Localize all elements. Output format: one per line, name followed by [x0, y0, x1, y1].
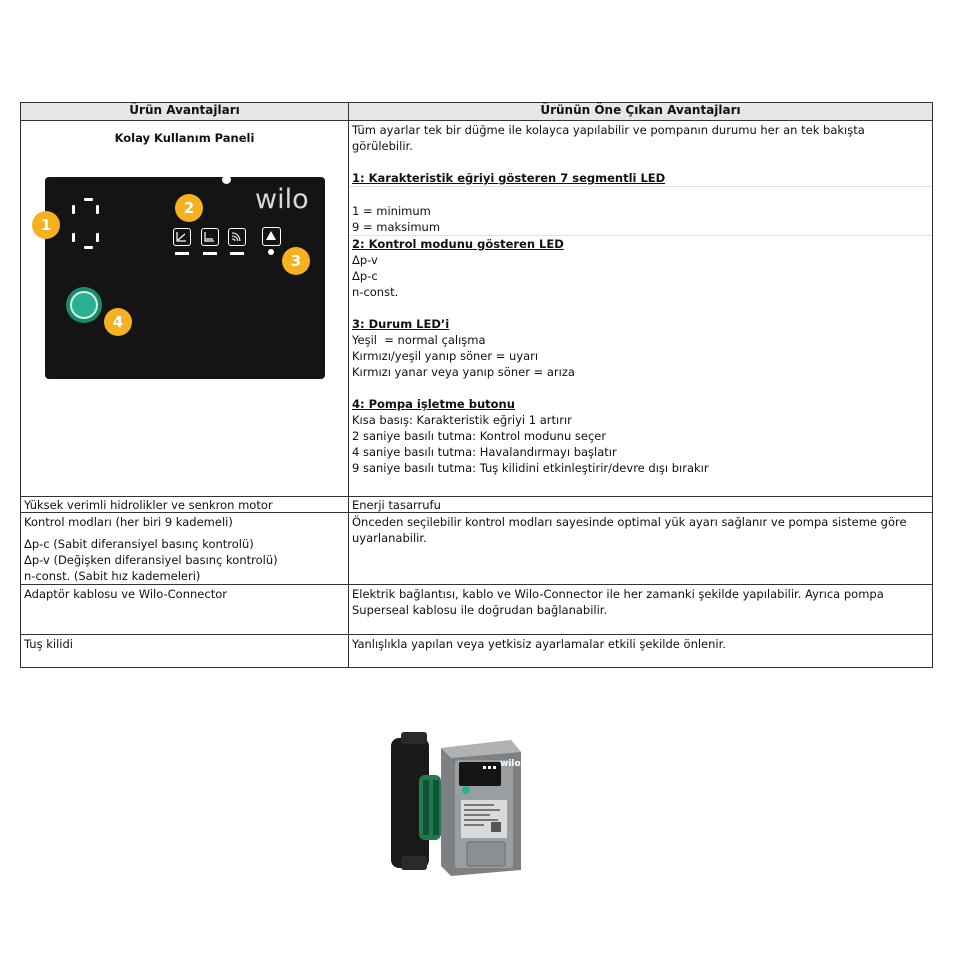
header-product-advantages: Ürün Avantajları — [21, 103, 349, 120]
table-row — [21, 584, 932, 634]
row-label-cell — [21, 513, 349, 584]
const-speed-icon — [228, 228, 246, 246]
status-led — [268, 249, 274, 255]
row-label: n-const. (Sabit hız kademeleri) — [24, 569, 201, 583]
curve-dp-c-icon — [201, 228, 219, 246]
section2-line: n-const. — [352, 285, 399, 299]
panel-notch — [222, 175, 231, 184]
row-label: Δp-v (Değişken diferansiyel basınç kontrolü) — [24, 553, 278, 567]
row-label: Kontrol modları (her biri 9 kademeli) — [24, 515, 233, 529]
seven-segment-display — [72, 233, 75, 242]
curve-dp-v-icon — [173, 228, 191, 246]
seven-segment-display — [72, 205, 75, 214]
pump-product-image — [383, 730, 525, 878]
intro-text: Tüm ayarlar tek bir düğme ile kolayca yapılabilir ve pompanın durumu her an tek bakışta görülebilir. — [352, 123, 865, 153]
seven-segment-display — [96, 233, 99, 242]
section3-line: Yeşil = normal çalışma — [352, 333, 486, 347]
callout-badge-3: 3 — [282, 247, 310, 275]
mode-led — [230, 252, 244, 255]
row-value: Yanlışlıkla yapılan veya yetkisiz ayarlamalar etkili şekilde önlenir. — [352, 637, 726, 651]
section3-line: Kırmızı yanar veya yanıp söner = arıza — [352, 365, 575, 379]
section1-line: 1 = minimum — [352, 204, 431, 218]
button-face — [70, 291, 98, 319]
header-highlighted-advantages: Ürünün Öne Çıkan Avantajları — [540, 103, 741, 117]
seven-segment-display — [84, 198, 93, 201]
section1-line: 9 = maksimum — [352, 220, 441, 234]
pump-operation-button[interactable] — [66, 287, 102, 323]
section4-title: 4: Pompa işletme butonu — [352, 397, 515, 411]
table-row — [21, 496, 932, 512]
mode-led — [203, 252, 217, 255]
row-value: Elektrik bağlantısı, kablo ve Wilo-Connector ile her zamanki şekilde yapılabilir. Ayrıca pompa Superseal kablosu ile doğrudan bağlanabilir. — [352, 587, 884, 617]
section2-line: Δp-c — [352, 269, 378, 283]
row-label: Δp-c (Sabit diferansiyel basınç kontrolü) — [24, 537, 254, 551]
seven-segment-display — [96, 205, 99, 214]
triangle-up-icon — [262, 227, 281, 246]
pump-brand-text: wilo — [500, 759, 521, 769]
section3-line: Kırmızı/yeşil yanıp söner = uyarı — [352, 349, 539, 363]
section4-line: 2 saniye basılı tutma: Kontrol modunu seçer — [352, 429, 607, 443]
section2-title: 2: Kontrol modunu gösteren LED — [352, 237, 564, 251]
table-row — [21, 512, 932, 584]
section1-title: 1: Karakteristik eğriyi gösteren 7 segmentli LED — [352, 171, 666, 185]
section3-title: 3: Durum LED’i — [352, 317, 450, 331]
seven-segment-display — [84, 246, 93, 249]
panel-description-cell — [349, 121, 932, 496]
row-label: Tuş kilidi — [21, 635, 349, 667]
callout-badge-4: 4 — [104, 308, 132, 336]
section4-line: 9 saniye basılı tutma: Tuş kilidini etkinleştirir/devre dışı bırakır — [352, 461, 709, 475]
table-header-row — [21, 103, 932, 120]
section4-line: 4 saniye basılı tutma: Havalandırmayı başlatır — [352, 445, 617, 459]
table-row — [21, 634, 932, 667]
section2-line: Δp-v — [352, 253, 378, 267]
row-label: Adaptör kablosu ve Wilo-Connector — [21, 585, 349, 634]
wilo-logo: wilo — [255, 184, 309, 215]
callout-badge-1: 1 — [32, 211, 60, 239]
row-value: Önceden seçilebilir kontrol modları sayesinde optimal yük ayarı sağlanır ve pompa sisteme göre uyarlanabilir. — [352, 515, 907, 545]
callout-badge-2: 2 — [175, 194, 203, 222]
pump-illustration — [383, 730, 525, 878]
mode-led — [175, 252, 189, 255]
section4-line: Kısa basış: Karakteristik eğriyi 1 artırır — [352, 413, 572, 427]
row-label: Yüksek verimli hidrolikler ve senkron motor — [21, 497, 349, 512]
row-value: Enerji tasarrufu — [352, 498, 441, 512]
panel-title: Kolay Kullanım Paneli — [114, 131, 255, 145]
